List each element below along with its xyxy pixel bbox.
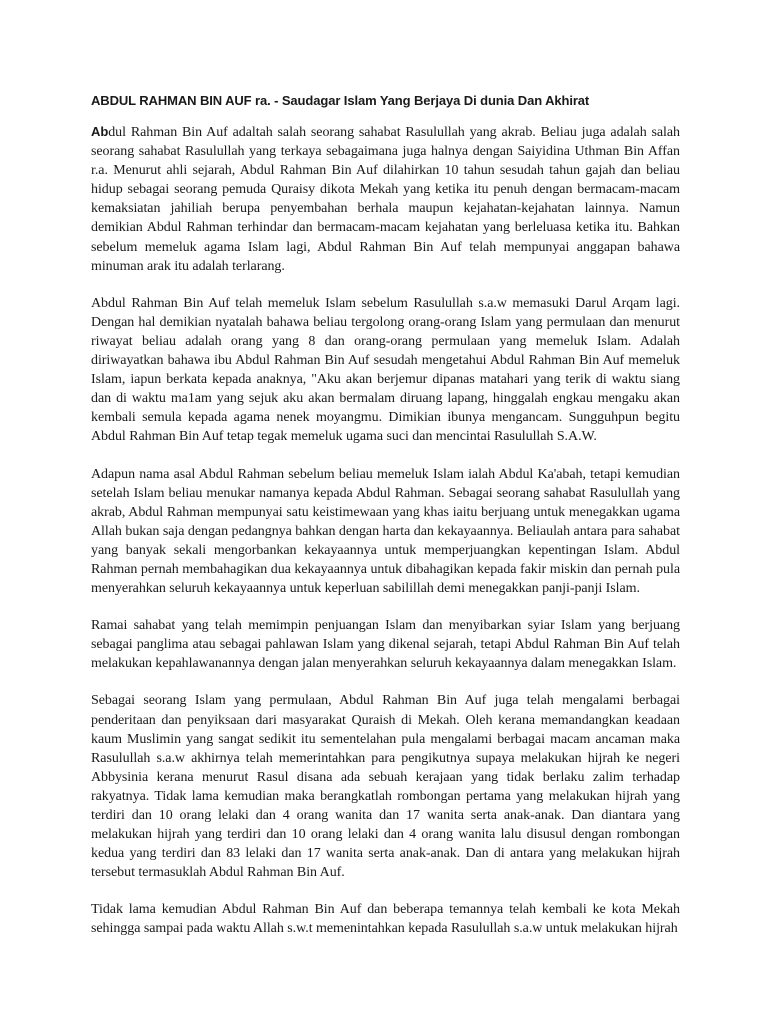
paragraph-2: Abdul Rahman Bin Auf telah memeluk Islam sebelum Rasulullah s.a.w memasuki Darul Arqam lagi. Dengan hal demikian nyatalah bahawa beliau tergolong orang-orang Islam yang permulaan dan menurut riwayat beliau adalah orang yang 8 dan orang-orang permulaan yang memeluk Islam. Adalah diriwayatkan bahawa ibu Abdul Rahman Bin Auf sesudah mengetahui Abdul Rahman Bin Auf memeluk Islam, iapun berkata kepada anaknya, "Aku akan berjemur dipanas matahari yang terik di waktu siang dan di waktu ma1am yang sejuk aku akan bermalam diruang lapang, hinggalah engkau mengaku akan kembali semula kepada agama nenek moyangmu. Dimikian ibunya mengancam. Sungguhpun begitu Abdul Rahman Bin Auf tetap tegak memeluk ugama suci dan mencintai Rasulullah S.A.W. [91, 295, 680, 445]
paragraph-5: Sebagai seorang Islam yang permulaan, Abdul Rahman Bin Auf juga telah mengalami berbagai penderitaan dan penyiksaan dari masyarakat Quraish di Mekah. Oleh kerana memandangkan keadaan kaum Muslimin yang sangat sedikit itu sementelahan pula mengalami berbagai macam ancaman maka Rasulullah s.a.w akhirnya telah memerintahkan para pengikutnya supaya melakukan hijrah ke negeri Abbysinia kerana menurut Rasul disana ada sebuah kerajaan yang tidak berlaku zalim terhadap rakyatnya. Tidak lama kemudian maka berangkatlah rombongan pertama yang melakukan hijrah yang terdiri dan 10 orang lelaki dan 4 orang wanita dan 17 wanita serta anak-anak. Dan diantara yang melakukan hijrah yang terdiri dan 10 orang lelaki dan 4 orang wanita lalu disusul dengan rombongan kedua yang terdiri dan 83 lelaki dan 17 wanita serta anak-anak. Dan di antara yang melakukan hijrah tersebut termasuklah Abdul Rahman Bin Auf. [91, 693, 680, 881]
document-body [91, 92, 680, 957]
paragraph-lead: Ab [91, 124, 109, 139]
paragraph-3: Adapun nama asal Abdul Rahman sebelum beliau memeluk Islam ialah Abdul Ka'abah, tetapi kemudian setelah Islam beliau menukar namanya kepada Abdul Rahman. Sebagai seorang sahabat Rasulullah yang akrab, Abdul Rahman mempunyai satu keistimewaan yang khas iaitu berjuang untuk menegakkan ugama Allah bukan saja dengan pedangnya bahkan dengan harta dan kekayaannya. Beliaulah antara para sahabat yang banyak sekali mengorbankan kekayaannya untuk memperjuangkan kepentingan Islam. Abdul Rahman pernah membahagikan dua kekayaannya untuk dibahagikan kepada fakir miskin dan pernah pula menyerahkan seluruh kekayaannya untuk keperluan sabilillah demi menegakkan panji-panji Islam. [91, 466, 680, 597]
paragraph-6: Tidak lama kemudian Abdul Rahman Bin Auf dan beberapa temannya telah kembali ke kota Mekah sehingga sampai pada waktu Allah s.w.t memenintahkan kepada Rasulullah s.a.w untuk melakukan hijrah [91, 902, 680, 937]
document-title: ABDUL RAHMAN BIN AUF ra. - Saudagar Islam Yang Berjaya Di dunia Dan Akhirat [91, 93, 590, 108]
paragraph-4: Ramai sahabat yang telah memimpin penjuangan Islam dan menyibarkan syiar Islam yang berjuang sebagai panglima atau sebagai pahlawan Islam yang dikenal sejarah, tetapi Abdul Rahman Bin Auf telah melakukan kepahlawanannya dengan jalan menyerahkan seluruh kekayaannya dalam menegakkan Islam. [91, 618, 680, 672]
paragraph-1 [91, 122, 680, 276]
paragraph-1-text: dul Rahman Bin Auf adaltah salah seorang sahabat Rasulullah yang akrab. Beliau juga adalah salah seorang sahabat Rasulullah yang terkaya sebagaimana juga halnya dengan Saiyidina Uthman Bin Affan r.a. Menurut ahli sejarah, Abdul Rahman Bin Auf dilahirkan 10 tahun sesudah tahun gajah dan beliau hidup sebagai seorang pemuda Quraisy dikota Mekah yang ketika itu penuh dengan bermacam-macam kemaksiatan jahiliah berupa penyembahan berhala maupun kejahatan-kejahatan lainnya. Namun demikian Abdul Rahman terhindar dan bermacam-macam kejahatan yang berleluasa ketika itu. Bahkan sebelum memeluk agama Islam lagi, Abdul Rahman Bin Auf telah mempunyai anggapan bahawa minuman arak itu adalah terlarang. [91, 125, 680, 274]
